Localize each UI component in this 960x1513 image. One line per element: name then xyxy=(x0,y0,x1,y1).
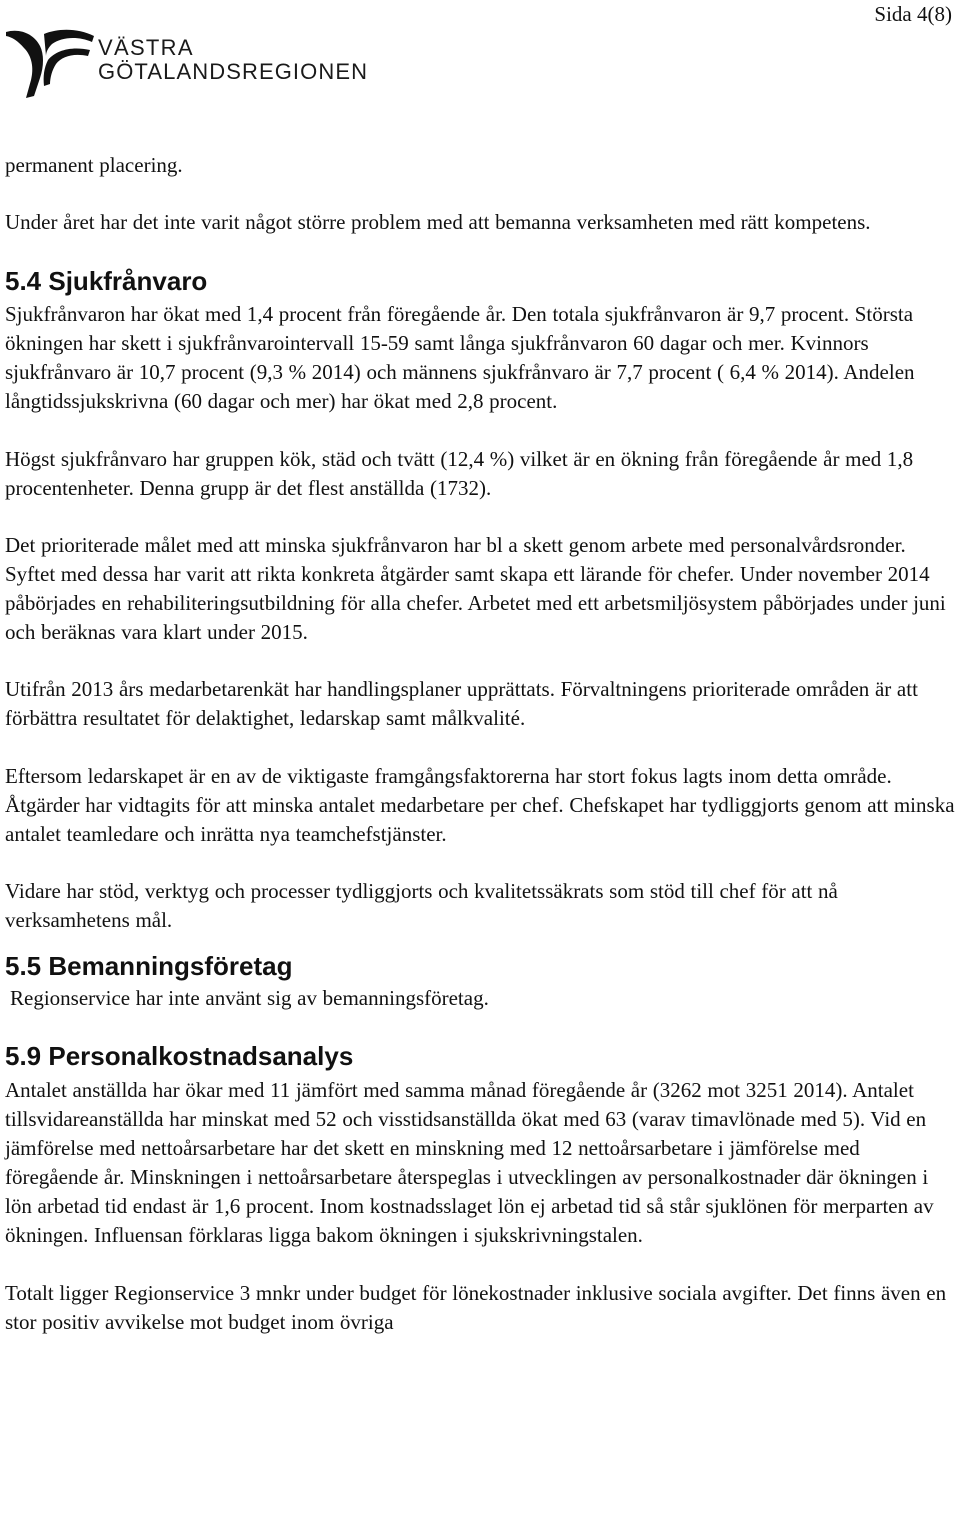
logo-line-1: VÄSTRA xyxy=(98,35,194,60)
logo-wordmark xyxy=(98,36,368,84)
document-body xyxy=(5,151,957,1337)
logo-line-2: GÖTALANDSREGIONEN xyxy=(98,59,369,84)
section-heading: 5.9 Personalkostnadsanalys xyxy=(5,1041,354,1071)
paragraph: Vidare har stöd, verktyg och processer tydliggjorts och kvalitetssäkrats som stöd till chef för att nå verksamhetens mål. xyxy=(5,879,838,932)
paragraph: Utifrån 2013 års medarbetarenkät har handlingsplaner upprättats. Förvaltningens prioriterade områden är att förbättra resultatet för delaktighet, ledarskap samt målkvalité. xyxy=(5,677,918,730)
paragraph: Det prioriterade målet med att minska sjukfrånvaron har bl a skett genom arbete med personalvårdsronder. Syftet med dessa har varit att rikta konkreta åtgärder samt skapa ett lärande för chefer. Under november 2014 påbörjades en rehabiliteringsutbildning för alla chefer. Arbetet med ett arbetsmiljösystem påbörjades under juni och beräknas vara klart under 2015. xyxy=(5,533,946,644)
paragraph: Regionservice har inte använt sig av bemanningsföretag. xyxy=(10,986,489,1010)
section-heading: 5.4 Sjukfrånvaro xyxy=(5,266,208,296)
paragraph: Totalt ligger Regionservice 3 mnkr under budget för lönekostnader inklusive sociala avgifter. Det finns även en stor positiv avvikelse mot budget inom övriga xyxy=(5,1281,947,1334)
section-heading: 5.5 Bemanningsföretag xyxy=(5,951,293,981)
paragraph: Antalet anställda har ökar med 11 jämfört med samma månad föregående år (3262 mot 3251 2014). Antalet tillsvidareanställda har minskat med 52 och visstidsanställda ökat med 63 (varav timavlönade med 5). Vid en jämförelse med nettoårsarbetare har det skett en minskning med 12 nettoårsarbetare i jämförelse med föregående år. Minskningen i nettoårsarbetare återspeglas i utvecklingen av personalkostnader där ökningen i lön arbetad tid endast är 1,6 procent. Inom kostnadsslaget lön ej arbetad tid så står sjuklönen för merparten av ökningen. Influensan förklaras ligga bakom ökningen i sjukskrivningstalen. xyxy=(5,1078,934,1247)
vastra-gotalandsregionen-logo xyxy=(4,26,384,106)
region-emblem-icon xyxy=(4,26,96,106)
paragraph: Högst sjukfrånvaro har gruppen kök, städ och tvätt (12,4 %) vilket är en ökning från föregående år med 1,8 procentenheter. Denna grupp är det flest anställda (1732). xyxy=(5,447,914,500)
paragraph: Under året har det inte varit något större problem med att bemanna verksamheten med rätt kompetens. xyxy=(5,210,871,234)
paragraph: Sjukfrånvaron har ökat med 1,4 procent från föregående år. Den totala sjukfrånvaron är 9,7 procent. Största ökningen har skett i sjukfrånvarointervall 15-59 samt långa sjukfrånvaron 60 dagar och mer. Kvinnors sjukfrånvaro är 10,7 procent (9,3 % 2014) och männens sjukfrånvaro är 7,7 procent ( 6,4 % 2014). Andelen långtidssjukskrivna (60 dagar och mer) har ökat med 2,8 procent. xyxy=(5,302,915,413)
paragraph: permanent placering. xyxy=(5,153,183,177)
page-number: Sida 4(8) xyxy=(874,2,952,26)
paragraph: Eftersom ledarskapet är en av de viktigaste framgångsfaktorerna har stort fokus lagts inom detta område. Åtgärder har vidtagits för att minska antalet medarbetare per chef. Chefskapet har tydliggjorts genom att minska antalet teamledare och inrätta nya teamchefstjänster. xyxy=(5,764,955,846)
